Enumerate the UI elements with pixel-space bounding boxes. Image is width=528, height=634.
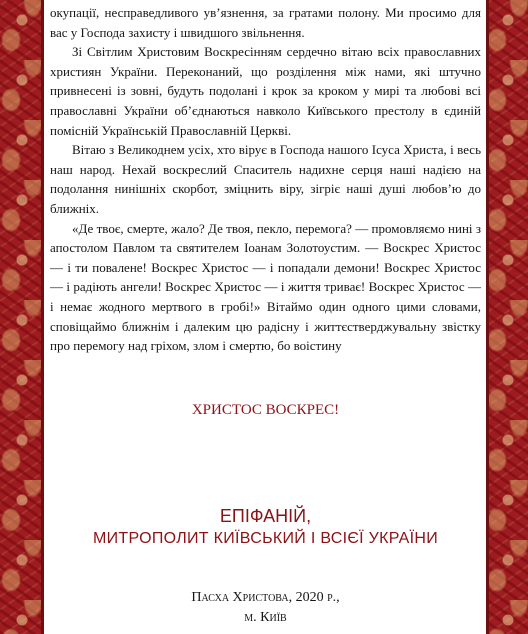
paragraph-4: «Де твоє, смерте, жало? Де твоя, пекло, перемога? — промовляємо нині з апостолом Павлом та святителем Іоанам Золотоустим. — Воскрес Христос — і ти повалене! Воскрес Христос — і попадали демони! Воскрес Христос — і радіють ангели! Воскрес Христос — і життя триває! Воскрес Христос — і немає жодного мертвого в гробі!» Вітаймо один одного цими словами, сповіщаймо ближнім і далеким цю радісну і життєстверджувальну звістку про перемогу над гріхом, злом і смертю, бо воістину	[50, 220, 481, 354]
date-line: Пасха Христова, 2020 р.,	[191, 590, 340, 605]
ornamental-border-right	[486, 0, 528, 634]
place-line: м. Київ	[244, 610, 287, 625]
signature-name: ЕПІФАНІЙ,	[219, 506, 312, 526]
signature-title: МИТРОПОЛИТ КИЇВСЬКИЙ І ВСІЄЇ УКРАЇНИ	[92, 530, 439, 547]
paragraph-3: Вітаю з Великоднем усіх, хто вірує в Господа нашого Ісуса Христа, і весь наш народ. Нехай воскреслий Спаситель надихне серця наші надією на подолання нинішніх скорбот, зміцнить віру, зігріє наші душі любов’ю до ближніх.	[50, 142, 481, 216]
easter-greeting: ХРИСТОС ВОСКРЕС!	[191, 402, 340, 418]
letter-page	[50, 0, 481, 634]
letter-body	[50, 3, 481, 356]
paragraph-1: окупації, несправедливого ув’язнення, за гратами полону. Ми просимо для вас у Господа захисту і швидшого звільнення.	[50, 5, 481, 40]
paragraph-2: Зі Світлим Христовим Воскресінням сердечно вітаю всіх православних християн України. Переконаний, що розділення між нами, які штучно привнесені із зовні, будуть подолані і крок за кроком у мирі та любові всі православні України об’єднаються навколо Київського престолу в єдиній помісній Українській Православній Церкві.	[50, 44, 481, 138]
date-place	[50, 588, 481, 628]
ornamental-border-left	[0, 0, 44, 634]
signature-block	[50, 504, 481, 550]
